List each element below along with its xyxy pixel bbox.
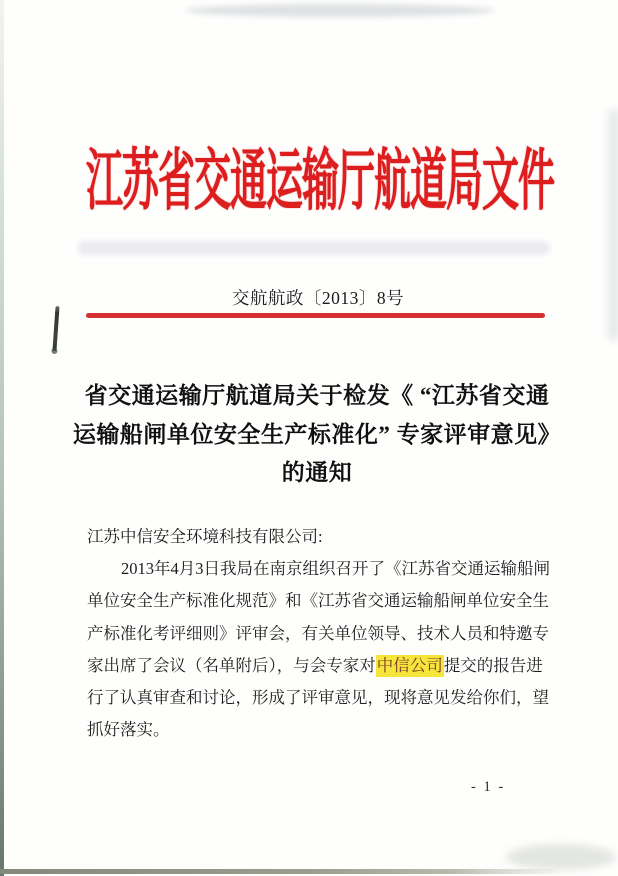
letterhead-title: 江苏省交通运输厅航道局文件 xyxy=(86,145,554,220)
notice-title-line-3: 的通知 xyxy=(281,460,353,485)
page-number: - 1 - xyxy=(471,779,506,795)
body-paragraph xyxy=(87,521,557,746)
body-line-2: 单位安全生产标准化规范》和《江苏省交通运输船闸单位安全生 xyxy=(87,591,549,611)
body-line-4 xyxy=(87,650,557,682)
document-number: 交航航政〔2013〕8号 xyxy=(231,288,405,308)
scan-top-smudge xyxy=(185,4,495,17)
notice-title-line-1: 省交通运输厅航道局关于检发《 “江苏省交通 xyxy=(84,383,550,408)
pen-mark-artifact xyxy=(52,306,59,351)
scan-bottom-right-smudge xyxy=(506,844,616,870)
body-line-6: 抓好落实。 xyxy=(87,720,170,740)
notice-title-line-2: 运输船闸单位安全生产标准化” 专家评审意见》 xyxy=(72,421,562,447)
body-line-5: 行了认真审查和讨论，形成了评审意见，现将意见发给你们，望 xyxy=(87,688,549,708)
letterhead-banner xyxy=(11,145,618,220)
body-line-4-pre: 家出席了会议（名单附后），与会专家对 xyxy=(87,655,376,675)
company-name-highlight: 中信公司 xyxy=(376,655,443,675)
scan-bottom-edge-line xyxy=(0,869,562,874)
body-line-1: 2013年4月3日我局在南京组织召开了《江苏省交通运输船闸 xyxy=(121,559,550,579)
body-line-3: 产标准化考评细则》评审会，有关单位领导、技术人员和特邀专 xyxy=(87,623,549,643)
notice-title xyxy=(8,377,618,493)
body-line-4-post: 提交的报告进 xyxy=(443,655,543,675)
salutation: 江苏中信安全环境科技有限公司: xyxy=(87,527,323,546)
red-divider-rule xyxy=(86,313,545,318)
scan-left-edge-shadow xyxy=(0,0,4,876)
scan-mid-smudge xyxy=(78,241,550,255)
